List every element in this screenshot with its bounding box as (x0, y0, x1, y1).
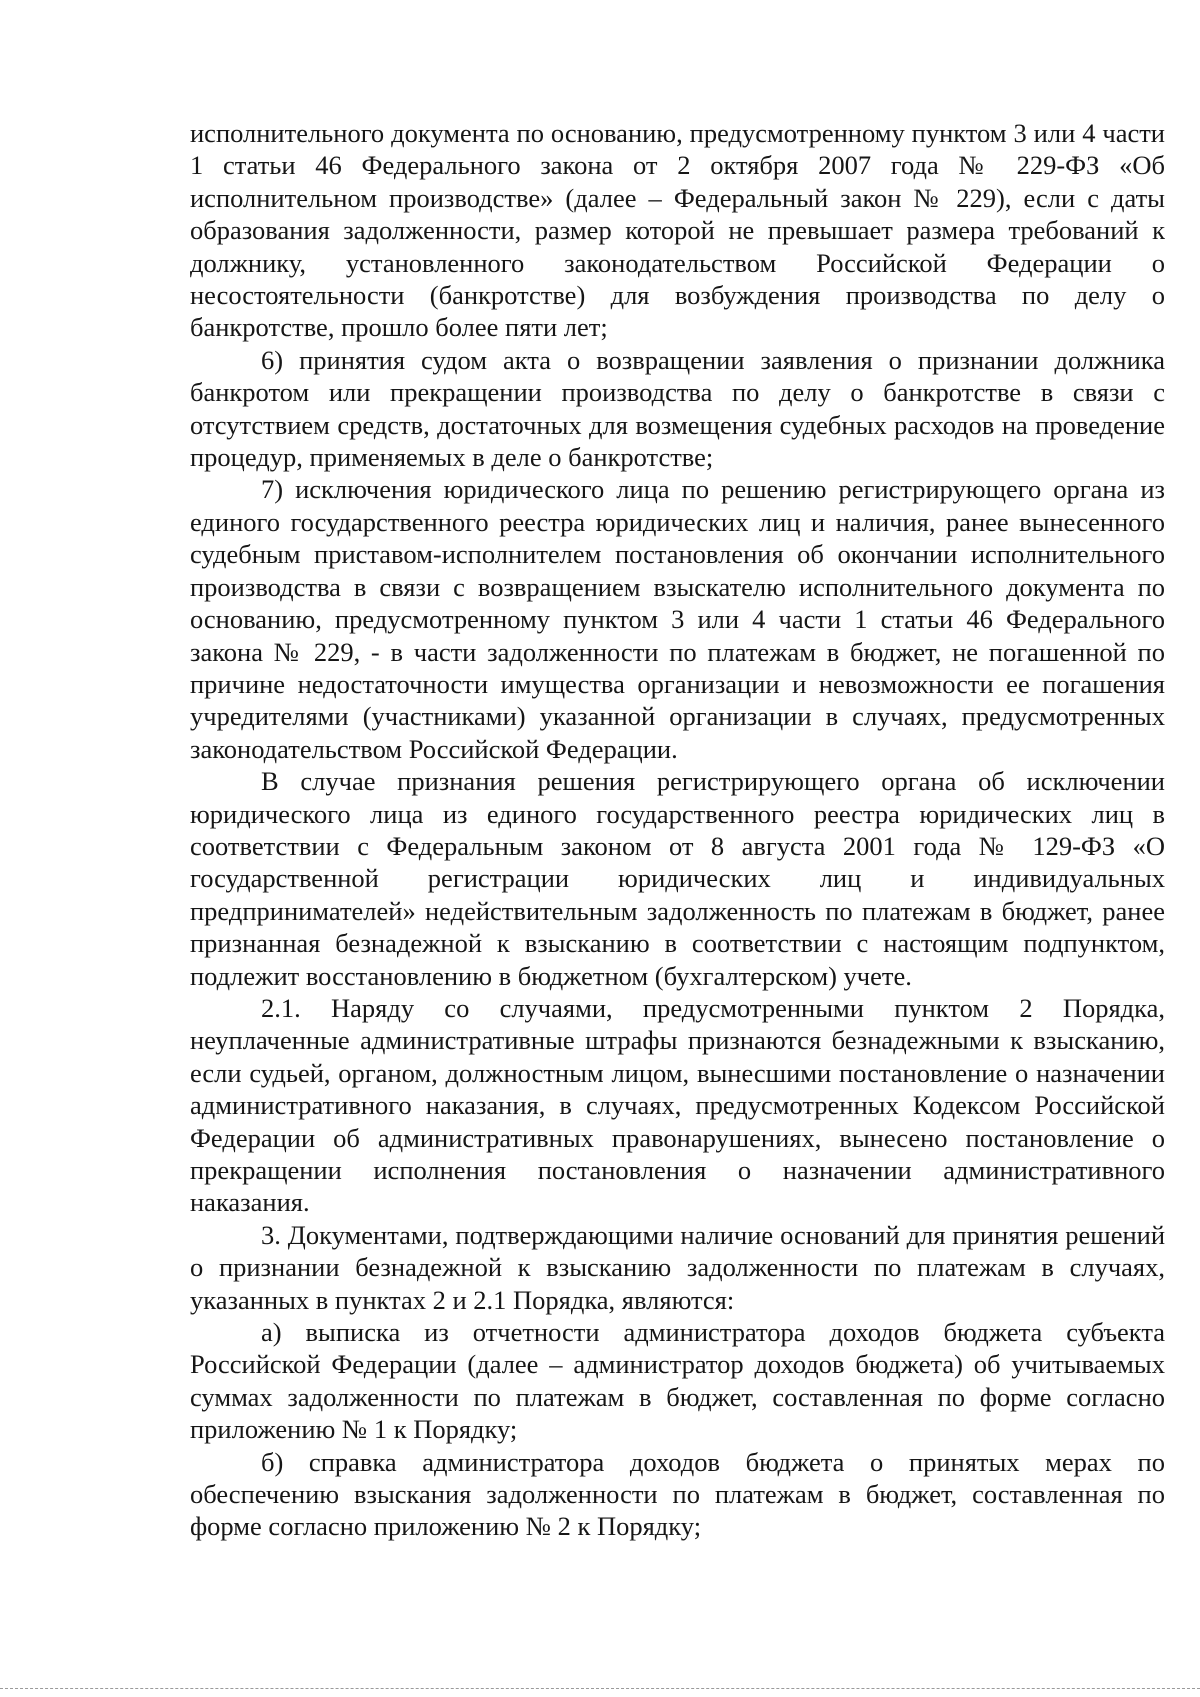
paragraph-section-2-1: 2.1. Наряду со случаями, предусмотренными пунктом 2 Порядка, неуплаченные административные штрафы признаются безнадежными к взысканию, если судьей, органом, должностным лицом, вынесшими постановление о назначении административного наказания, в случаях, предусмотренных Кодексом Российской Федерации об административных правонарушениях, вынесено постановление о прекращении исполнения постановления о назначении административного наказания. (190, 992, 1165, 1218)
paragraph-section-3: 3. Документами, подтверждающими наличие оснований для принятия решений о признании безнадежной к взысканию задолженности по платежам в случаях, указанных в пунктах 2 и 2.1 Порядка, являются: (190, 1219, 1165, 1315)
paragraph-item-6: 6) принятия судом акта о возвращении заявления о признании должника банкротом или прекращении производства по делу о банкротстве в связи с отсутствием средств, достаточных для возмещения судебных расходов на проведение процедур, применяемых в деле о банкротстве; (190, 344, 1165, 473)
paragraph-restoration-clause: В случае признания решения регистрирующего органа об исключении юридического лица из единого государственного реестра юридических лиц в соответствии с Федеральным законом от 8 августа 2001 года № 129-ФЗ «О государственной регистрации юридических лиц и индивидуальных предпринимателей» недействительным задолженность по платежам в бюджет, ранее признанная безнадежной к взысканию в соответствии с настоящим подпунктом, подлежит восстановлению в бюджетном (бухгалтерском) учете. (190, 766, 1165, 991)
paragraph-item-a: а) выписка из отчетности администратора доходов бюджета субъекта Российской Федерации (далее – администратор доходов бюджета) об учитываемых суммах задолженности по платежам в бюджет, составленная по форме согласно приложению № 1 к Порядку; (190, 1317, 1165, 1445)
paragraph-item-b: б) справка администратора доходов бюджета о принятых мерах по обеспечению взыскания задолженности по платежам в бюджет, составленная по форме согласно приложению № 2 к Порядку; (190, 1446, 1165, 1542)
paragraph-continuation: исполнительного документа по основанию, предусмотренному пунктом 3 или 4 части 1 статьи 46 Федерального закона от 2 октября 2007 года № 229-ФЗ «Об исполнительном производстве» (далее – Федеральный закон № 229), если с даты образования задолженности, размер которой не превышает размера требований к должнику, установленного законодательством Российской Федерации о несостоятельности (банкротстве) для возбуждения производства по делу о банкротстве, прошло более пяти лет; (190, 118, 1165, 343)
document-body (190, 117, 1165, 1543)
page-bottom-divider (0, 1688, 1200, 1689)
paragraph-item-7: 7) исключения юридического лица по решению регистрирующего органа из единого государственного реестра юридических лиц и наличия, ранее вынесенного судебным приставом-исполнителем постановления об окончании исполнительного производства в связи с возвращением взыскателю исполнительного документа по основанию, предусмотренному пунктом 3 или 4 части 1 статьи 46 Федерального закона № 229, - в части задолженности по платежам в бюджет, не погашенной по причине недостаточности имущества организации и невозможности ее погашения учредителями (участниками) указанной организации в случаях, предусмотренных законодательством Российской Федерации. (190, 474, 1165, 764)
